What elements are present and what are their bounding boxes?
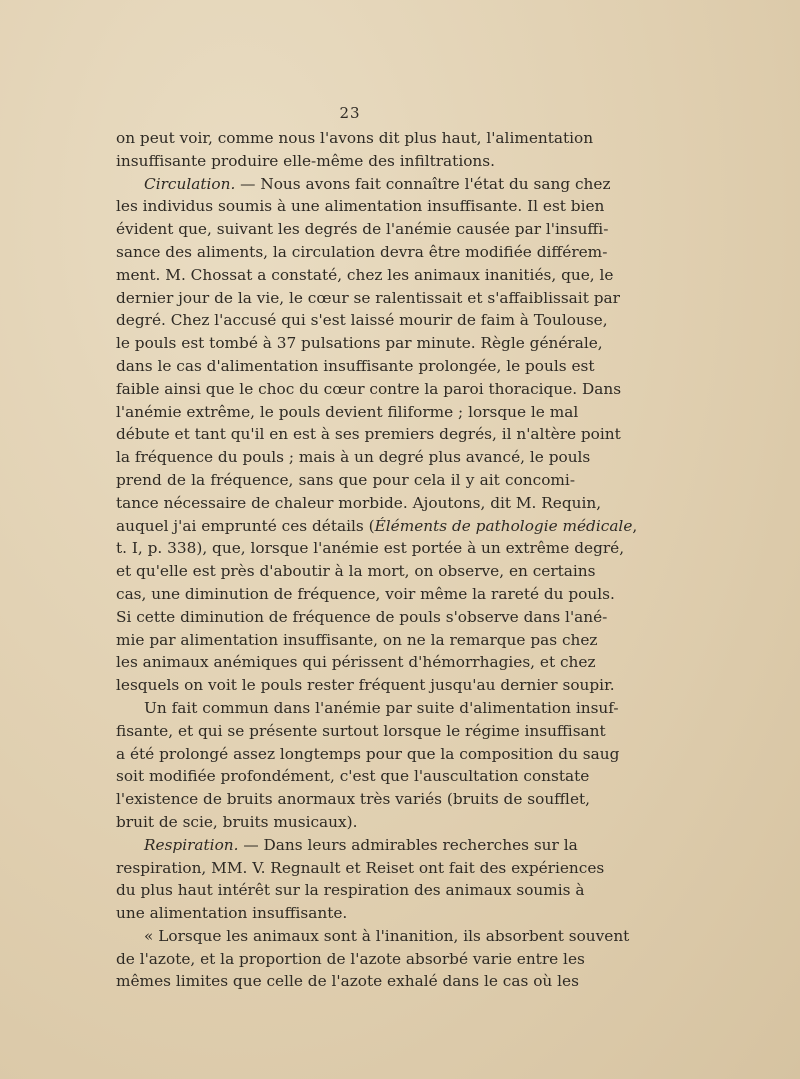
text-line: [116, 355, 595, 378]
text-line: [116, 970, 579, 993]
line-text: dernier jour de la vie, le cœur se ralentissait et s'affaiblissait par: [116, 288, 620, 307]
text-line: [116, 218, 609, 241]
line-text: le pouls est tombé à 37 pulsations par minute. Règle générale,: [116, 334, 603, 353]
text-line: [116, 264, 614, 287]
text-line: [116, 743, 620, 766]
text-line: [116, 332, 603, 355]
text-line: [116, 857, 605, 880]
text-line: [116, 720, 606, 743]
text-line: [116, 401, 579, 424]
text-line: [116, 446, 591, 469]
section-heading: Circulation.: [144, 174, 236, 193]
text-line: [116, 583, 615, 606]
body-text: [116, 127, 638, 993]
text-line: [116, 925, 630, 948]
line-text: lesquels on voit le pouls rester fréquent jusqu'au dernier soupir.: [116, 676, 615, 695]
text-line: [116, 765, 590, 788]
text-line: [116, 606, 608, 629]
line-text: « Lorsque les animaux sont à l'inanition, ils absorbent souvent: [144, 926, 630, 945]
text-line: [116, 150, 575, 173]
citation-title: Éléments de pathologie médicale: [374, 516, 633, 535]
line-text: les individus soumis à une alimentation insuffisante. Il est bien: [116, 197, 605, 216]
text-line: [116, 492, 602, 515]
text-line: [116, 469, 575, 492]
text-line: [116, 651, 596, 674]
text-line: [116, 515, 638, 538]
line-text: t. I, p. 338), que, lorsque l'anémie est portée à un extrême degré,: [116, 539, 625, 558]
line-text: de l'azote, et la proportion de l'azote absorbé varie entre les: [116, 949, 585, 968]
text-line: [116, 948, 585, 971]
line-text: évident que, suivant les degrés de l'anémie causée par l'insuffi-: [116, 220, 609, 239]
text-line: [116, 309, 608, 332]
line-text: cas, une diminution de fréquence, voir même la rareté du pouls.: [116, 584, 615, 603]
text-line: [116, 811, 575, 834]
text-line: [116, 127, 594, 150]
line-text: fisante, et qui se présente surtout lorsque le régime insuffisant: [116, 721, 606, 740]
text-line: [116, 195, 605, 218]
line-text: l'existence de bruits anormaux très variés (bruits de soufflet,: [116, 790, 591, 809]
line-text: soit modifiée profondément, c'est que l'auscultation constate: [116, 767, 590, 786]
line-text: débute et tant qu'il en est à ses premiers degrés, il n'altère point: [116, 425, 621, 444]
line-text: et qu'elle est près d'aboutir à la mort, on observe, en certains: [116, 562, 596, 581]
text-line: [116, 834, 578, 857]
text-line: [116, 241, 608, 264]
text-line: [116, 537, 625, 560]
text-line: [116, 173, 611, 196]
line-text: Si cette diminution de fréquence de pouls s'observe dans l'ané-: [116, 607, 608, 626]
line-text: ment. M. Chossat a constaté, chez les animaux inanitiés, que, le: [116, 265, 614, 284]
section-heading: Respiration.: [144, 835, 239, 854]
text-line: [116, 879, 585, 902]
text-line: [116, 378, 622, 401]
line-text: l'anémie extrême, le pouls devient filiforme ; lorsque le mal: [116, 402, 579, 421]
text-line: [116, 560, 596, 583]
line-text: sance des aliments, la circulation devra être modifiée différem-: [116, 242, 608, 261]
text-line: [116, 629, 598, 652]
line-text: la fréquence du pouls ; mais à un degré plus avancé, le pouls: [116, 448, 591, 467]
line-text: — Nous avons fait connaître l'état du sang chez: [235, 174, 611, 193]
line-text: auquel j'ai emprunté ces détails (: [116, 516, 375, 535]
page-number: 23: [339, 104, 361, 122]
line-text: respiration, MM. V. Regnault et Reiset ont fait des expériences: [116, 858, 605, 877]
line-text: du plus haut intérêt sur la respiration des animaux soumis à: [116, 881, 585, 900]
text-line: [116, 674, 615, 697]
line-text: degré. Chez l'accusé qui s'est laissé mourir de faim à Toulouse,: [116, 311, 608, 330]
line-text: Un fait commun dans l'anémie par suite d'alimentation insuf-: [144, 698, 619, 717]
line-text: faible ainsi que le choc du cœur contre la paroi thoracique. Dans: [116, 379, 622, 398]
line-text-after: ,: [632, 516, 638, 535]
line-text: prend de la fréquence, sans que pour cela il y ait concomi-: [116, 470, 575, 489]
line-text: mie par alimentation insuffisante, on ne la remarque pas chez: [116, 630, 598, 649]
line-text: a été prolongé assez longtemps pour que la composition du saug: [116, 744, 620, 763]
line-text: une alimentation insuffisante.: [116, 904, 348, 923]
line-text: — Dans leurs admirables recherches sur la: [238, 835, 578, 854]
text-line: [116, 902, 575, 925]
text-line: [116, 287, 620, 310]
line-text: tance nécessaire de chaleur morbide. Ajoutons, dit M. Requin,: [116, 493, 602, 512]
line-text: dans le cas d'alimentation insuffisante prolongée, le pouls est: [116, 356, 595, 375]
line-text: insuffisante produire elle-même des infiltrations.: [116, 151, 495, 170]
text-line: [116, 697, 619, 720]
line-text: les animaux anémiques qui périssent d'hémorrhagies, et chez: [116, 653, 596, 672]
line-text: mêmes limites que celle de l'azote exhalé dans le cas où les: [116, 972, 579, 991]
line-text: bruit de scie, bruits musicaux).: [116, 812, 358, 831]
text-line: [116, 788, 591, 811]
text-line: [116, 423, 621, 446]
line-text: on peut voir, comme nous l'avons dit plus haut, l'alimentation: [116, 129, 594, 147]
